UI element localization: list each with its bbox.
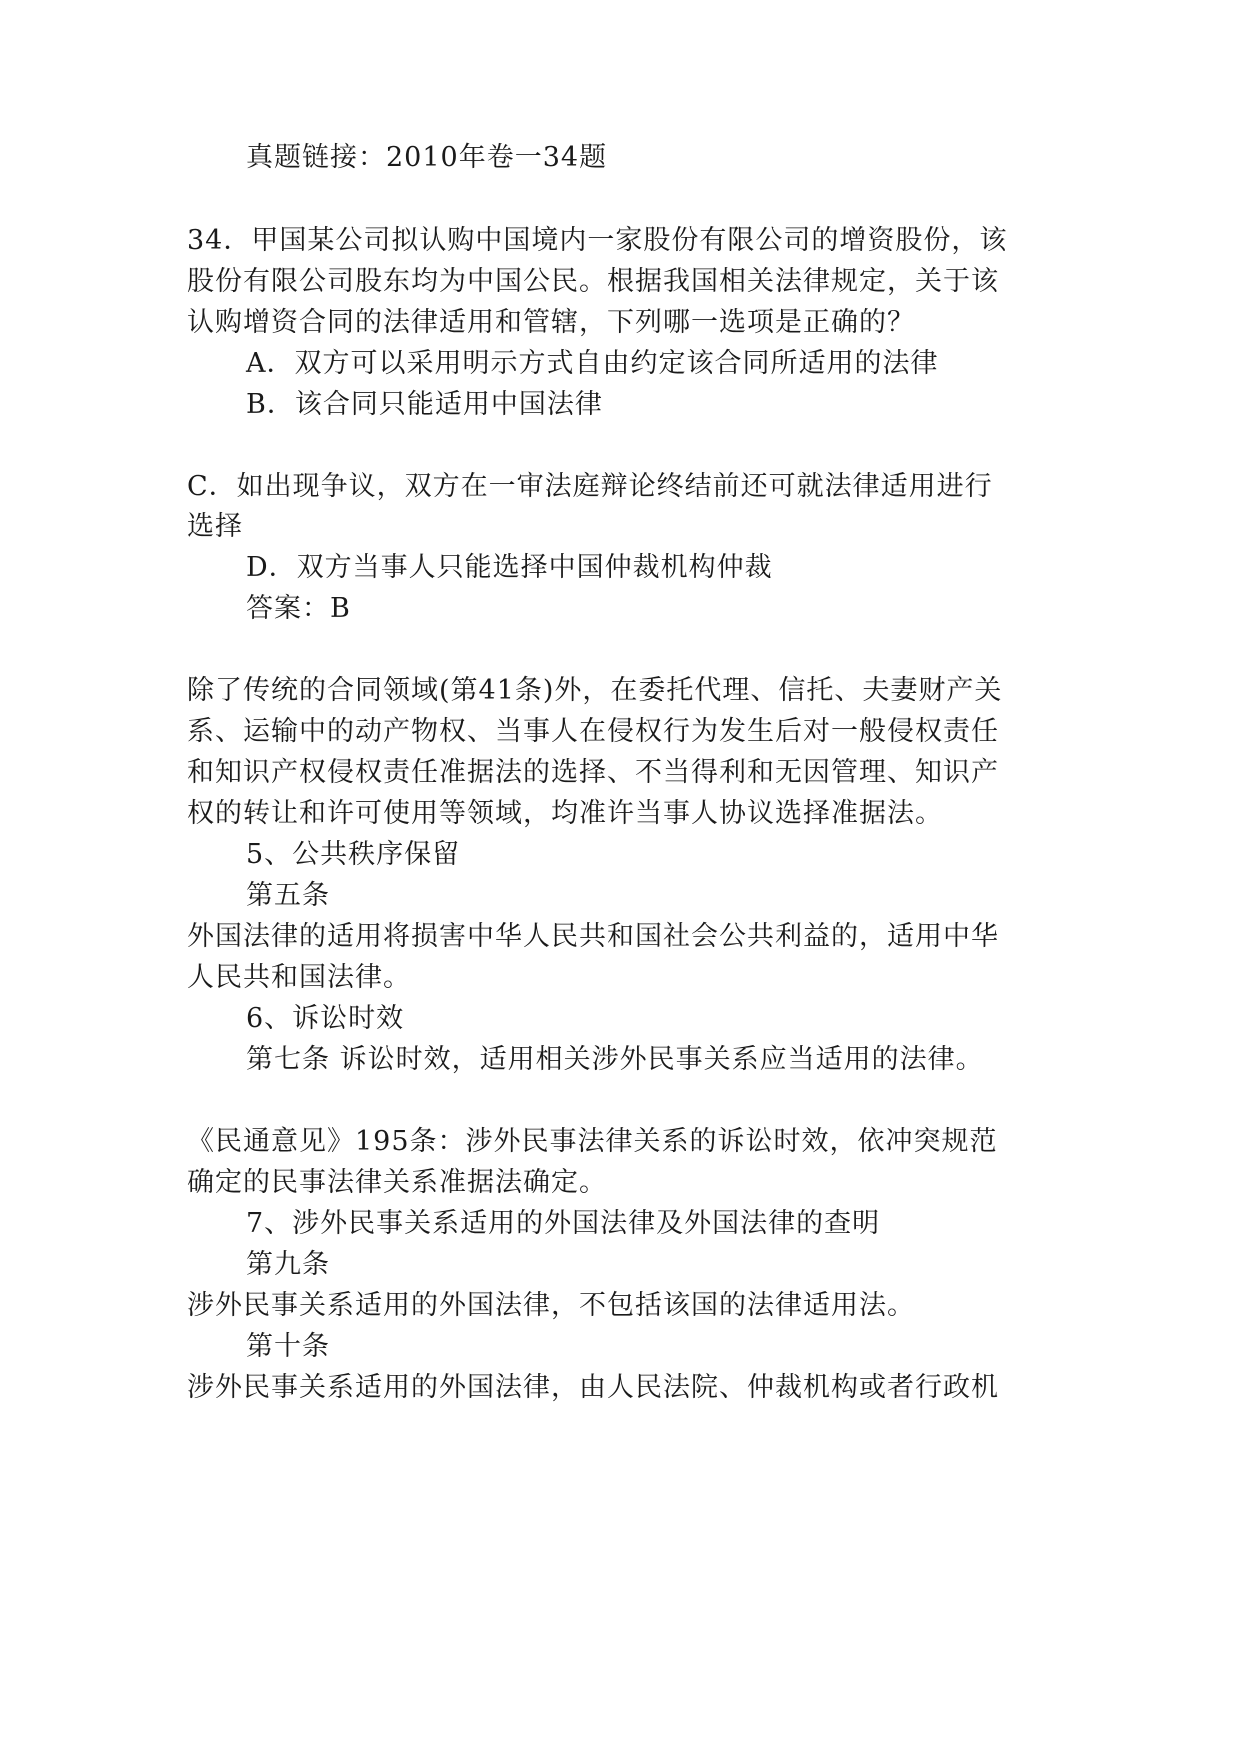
section-heading-7: 7、涉外民事关系适用的外国法律及外国法律的查明 <box>246 1208 881 1239</box>
question-line-2: 股份有限公司股东均为中国公民。根据我国相关法律规定，关于该 <box>187 266 999 297</box>
opinion-line-1: 《民通意见》195条：涉外民事法律关系的诉讼时效，依冲突规范 <box>187 1126 998 1157</box>
option-a: A．双方可以采用明示方式自由约定该合同所适用的法律 <box>246 348 939 379</box>
article-7-line: 第七条 诉讼时效，适用相关涉外民事关系应当适用的法律。 <box>246 1044 984 1075</box>
article-5-line-1: 外国法律的适用将损害中华人民共和国社会公共利益的，适用中华 <box>187 921 999 952</box>
paragraph-line-2: 系、运输中的动产物权、当事人在侵权行为发生后对一般侵权责任 <box>187 716 999 747</box>
opinion-line-2: 确定的民事法律关系准据法确定。 <box>187 1167 607 1198</box>
article-5-heading: 第五条 <box>246 880 330 911</box>
section-heading-6: 6、诉讼时效 <box>246 1003 405 1034</box>
answer-line: 答案：B <box>246 593 351 624</box>
question-line-1: 34．甲国某公司拟认购中国境内一家股份有限公司的增资股份，该 <box>187 225 1008 256</box>
article-10-line: 涉外民事关系适用的外国法律，由人民法院、仲裁机构或者行政机 <box>187 1372 999 1403</box>
paragraph-line-1: 除了传统的合同领域(第41条)外，在委托代理、信托、夫妻财产关 <box>187 675 1003 706</box>
option-c-line-1: C．如出现争议，双方在一审法庭辩论终结前还可就法律适用进行 <box>187 471 993 502</box>
paragraph-line-4: 权的转让和许可使用等领域，均准许当事人协议选择准据法。 <box>187 798 943 829</box>
section-heading-5: 5、公共秩序保留 <box>246 839 461 870</box>
source-link-line: 真题链接：2010年卷一34题 <box>246 142 608 173</box>
article-9-line: 涉外民事关系适用的外国法律，不包括该国的法律适用法。 <box>187 1290 915 1321</box>
article-9-heading: 第九条 <box>246 1249 330 1280</box>
question-line-3: 认购增资合同的法律适用和管辖，下列哪一选项是正确的？ <box>187 307 915 338</box>
option-d: D．双方当事人只能选择中国仲裁机构仲裁 <box>246 552 773 583</box>
paragraph-line-3: 和知识产权侵权责任准据法的选择、不当得利和无因管理、知识产 <box>187 757 999 788</box>
option-c-line-2: 选择 <box>187 511 243 542</box>
article-10-heading: 第十条 <box>246 1331 330 1362</box>
article-5-line-2: 人民共和国法律。 <box>187 962 411 993</box>
option-b: B．该合同只能适用中国法律 <box>246 389 603 420</box>
